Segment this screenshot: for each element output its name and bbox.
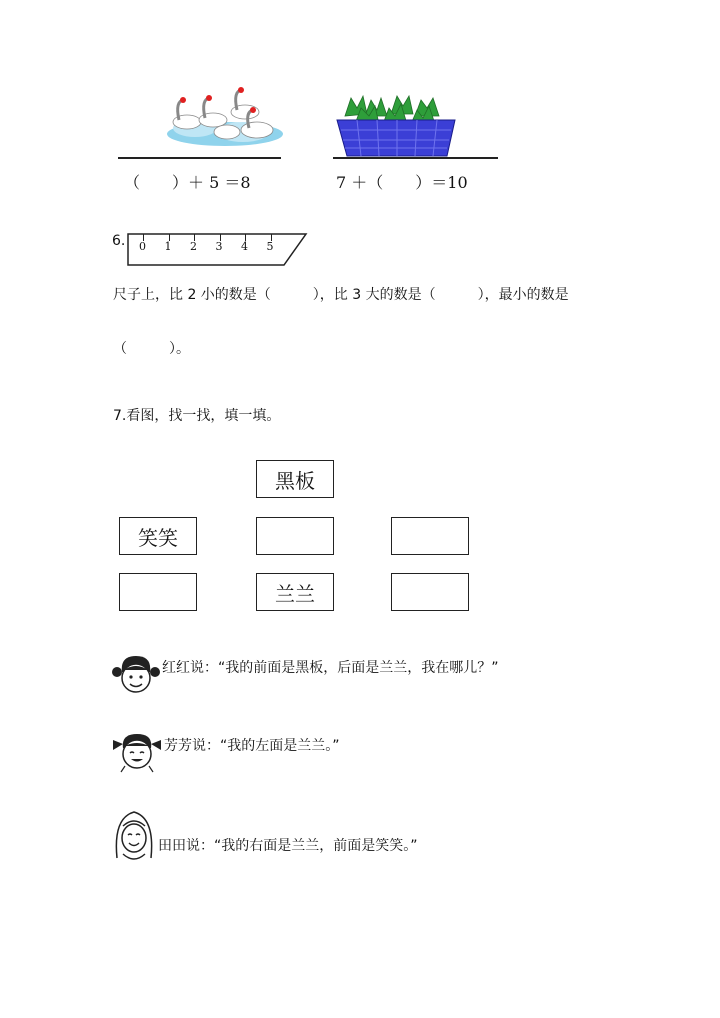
seat-label — [392, 518, 468, 554]
ruler — [127, 233, 307, 267]
basket-picture — [335, 94, 457, 158]
fangfang-statement: 芳芳说：“我的左面是兰兰。” — [164, 738, 340, 754]
right-equation: 7 ＋（ ）＝10 — [336, 173, 468, 192]
ruler-number: 0 — [139, 240, 146, 253]
honghong-statement: 红红说：“我的前面是黑板，后面是兰兰，我在哪儿？” — [162, 660, 499, 676]
q6-number: 6. — [112, 233, 126, 249]
seat-r1c3[interactable] — [391, 517, 469, 555]
blackboard-box — [256, 460, 334, 498]
q6-line2: （ ）。 — [113, 341, 190, 357]
tiantian-statement: 田田说：“我的右面是兰兰，前面是笑笑。” — [158, 838, 418, 854]
blackboard-label: 黑板 — [275, 468, 315, 493]
q6-line1: 尺子上，比 2 小的数是（ ），比 3 大的数是（ ），最小的数是 — [113, 287, 569, 303]
seat-r1c1 — [119, 517, 197, 555]
seat-label — [257, 518, 333, 554]
ruler-number: 2 — [190, 240, 197, 253]
left-answer-line — [118, 157, 281, 159]
left-equation: （ ）＋ 5 ＝8 — [124, 173, 251, 192]
right-answer-line — [333, 157, 498, 159]
ruler-number: 4 — [241, 240, 248, 253]
seat-r2c1[interactable] — [119, 573, 197, 611]
ruler-number: 3 — [215, 240, 223, 253]
seat-r2c3[interactable] — [391, 573, 469, 611]
seat-r1c2[interactable] — [256, 517, 334, 555]
q7-title: 7.看图，找一找，填一填。 — [113, 408, 281, 424]
seat-r2c2 — [256, 573, 334, 611]
seat-label — [392, 574, 468, 610]
honghong-avatar — [112, 652, 160, 696]
seat-label — [120, 574, 196, 610]
fangfang-avatar — [111, 728, 163, 772]
ruler-number: 5 — [266, 240, 274, 253]
seat-label: 笑笑 — [138, 525, 178, 550]
swans-picture — [165, 82, 283, 150]
tiantian-avatar — [111, 808, 157, 866]
seat-label: 兰兰 — [275, 581, 315, 606]
ruler-number: 1 — [164, 240, 172, 253]
